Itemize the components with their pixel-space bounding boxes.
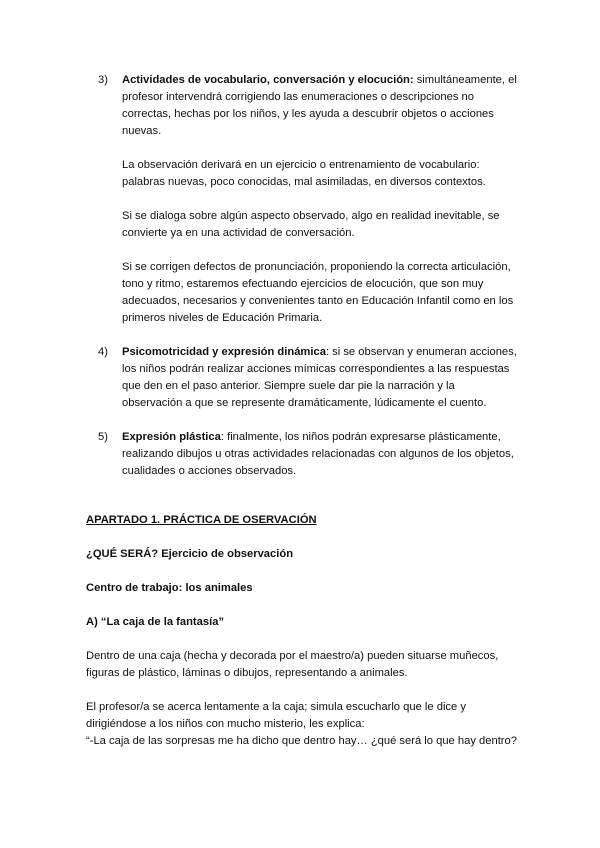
- item-heading: Actividades de vocabulario, conversación y elocución:: [122, 74, 414, 86]
- list-item-4: [98, 344, 518, 412]
- list-item-3: [98, 72, 518, 140]
- list-number: 5): [98, 431, 108, 443]
- paragraph-quote: “-La caja de las sorpresas me ha dicho que dentro hay… ¿qué será lo que hay dentro?: [86, 735, 517, 747]
- item-text: : si se observan y enumeran acciones, los niños podrán realizar acciones mímicas correspondientes a las respuestas que den en el paso anterior. Siempre suele dar pie la narración y la observación a que se represente dramáticamente, lúdicamente el cuento.: [122, 346, 517, 409]
- item-text: : finalmente, los niños podrán expresarse plásticamente, realizando dibujos u otras actividades relacionadas con algunos de los objetos, cualidades o acciones observados.: [122, 431, 514, 477]
- section-heading: APARTADO 1. PRÁCTICA DE OSERVACIÓN: [86, 514, 317, 526]
- work-center-title: Centro de trabajo: los animales: [86, 582, 253, 594]
- paragraph-teacher: El profesor/a se acerca lentamente a la caja; simula escucharlo que le dice y dirigiéndose a los niños con mucho misterio, les explica:: [86, 701, 466, 730]
- section-subtitle: ¿QUÉ SERÁ? Ejercicio de observación: [86, 548, 294, 560]
- paragraph-pronunciation: Si se corrigen defectos de pronunciación, proponiendo la correcta articulación, tono y ritmo, estaremos efectuando ejercicios de elocución, que son muy adecuados, necesarios y convenientes tanto en Educación Infantil como en los primeros niveles de Educación Primaria.: [122, 261, 514, 324]
- box-title: A) “La caja de la fantasía”: [86, 616, 225, 628]
- paragraph-vocabulary: La observación derivará en un ejercicio o entrenamiento de vocabulario: palabras nuevas, poco conocidas, mal asimiladas, en diversos contextos.: [122, 159, 486, 188]
- list-item-5: [98, 429, 518, 480]
- paragraph-conversation: Si se dialoga sobre algún aspecto observado, algo en realidad inevitable, se convierte ya en una actividad de conversación.: [122, 210, 500, 239]
- item-heading: Expresión plástica: [122, 431, 221, 443]
- list-number: 3): [98, 74, 108, 86]
- item-heading: Psicomotricidad y expresión dinámica: [122, 346, 326, 358]
- item-text: simultáneamente, el profesor intervendrá corrigiendo las enumeraciones o descripciones no correctas, hechas por los niños, y les ayuda a descubrir objetos o acciones nuevas.: [122, 74, 517, 137]
- paragraph-box: Dentro de una caja (hecha y decorada por el maestro/a) pueden situarse muñecos, figuras de plástico, láminas o dibujos, representando a animales.: [86, 650, 499, 679]
- list-number: 4): [98, 346, 108, 358]
